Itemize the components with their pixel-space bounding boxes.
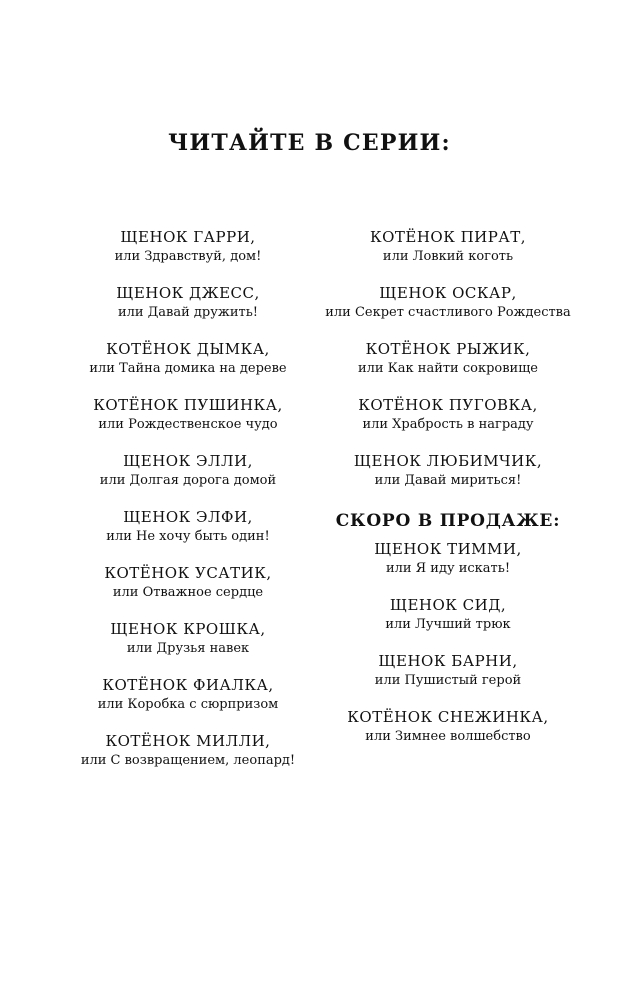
book-subtitle: или Как найти сокровище	[357, 361, 538, 376]
book-entry	[43, 564, 333, 602]
book-subtitle: или Коробка с сюрпризом	[97, 697, 279, 712]
book-title: КОТЁНОК РЫЖИК,	[365, 340, 531, 358]
book-entry	[43, 340, 333, 378]
book-entry	[303, 596, 593, 634]
book-entry	[303, 340, 593, 378]
book-subtitle: или Здравствуй, дом!	[114, 249, 262, 264]
book-subtitle: или Давай дружить!	[118, 305, 258, 320]
book-entry	[43, 676, 333, 714]
book-entry	[43, 732, 333, 770]
page-title: ЧИТАЙТЕ В СЕРИИ:	[168, 130, 451, 156]
book-title: КОТЁНОК ПИРАТ,	[369, 228, 526, 246]
book-title: КОТЁНОК ДЫМКА,	[106, 340, 270, 358]
book-title: ЩЕНОК ЭЛФИ,	[123, 508, 253, 526]
book-subtitle: или Давай мириться!	[374, 473, 522, 488]
book-entry	[303, 540, 593, 578]
book-subtitle: или Лучший трюк	[385, 617, 511, 632]
book-title: ЩЕНОК ТИММИ,	[374, 540, 522, 558]
book-subtitle: или Тайна домика на дереве	[89, 361, 287, 376]
book-subtitle: или Пушистый герой	[374, 673, 522, 688]
book-subtitle: или Зимнее волшебство	[365, 729, 531, 744]
book-subtitle: или Долгая дорога домой	[99, 473, 277, 488]
book-entry	[43, 396, 333, 434]
book-title: ЩЕНОК ГАРРИ,	[120, 228, 256, 246]
book-subtitle: или Ловкий коготь	[382, 249, 514, 264]
book-entry	[43, 284, 333, 322]
book-title: КОТЁНОК ПУШИНКА,	[93, 396, 283, 414]
book-entry	[303, 284, 593, 322]
book-subtitle: или Я иду искать!	[385, 561, 511, 576]
book-subtitle: или Отважное сердце	[112, 585, 264, 600]
book-title: ЩЕНОК ЭЛЛИ,	[123, 452, 253, 470]
book-subtitle: или Рождественское чудо	[98, 417, 278, 432]
book-title: КОТЁНОК ФИАЛКА,	[102, 676, 274, 694]
book-title: ЩЕНОК БАРНИ,	[378, 652, 518, 670]
book-entry	[43, 452, 333, 490]
book-title: ЩЕНОК ЛЮБИМЧИК,	[353, 452, 543, 470]
book-title: ЩЕНОК СИД,	[389, 596, 507, 614]
book-title: КОТЁНОК СНЕЖИНКА,	[347, 708, 549, 726]
book-title: КОТЁНОК МИЛЛИ,	[105, 732, 271, 750]
book-entry	[303, 452, 593, 490]
book-subtitle: или С возвращением, леопард!	[80, 753, 296, 768]
book-entry	[43, 228, 333, 266]
book-entry	[43, 620, 333, 658]
book-entry	[303, 396, 593, 434]
book-entry	[303, 652, 593, 690]
book-subtitle: или Храбрость в награду	[362, 417, 534, 432]
book-title: ЩЕНОК ОСКАР,	[379, 284, 517, 302]
series-list-right	[303, 228, 593, 764]
book-subtitle: или Не хочу быть один!	[106, 529, 270, 544]
book-title: КОТЁНОК УСАТИК,	[104, 564, 272, 582]
book-entry	[303, 228, 593, 266]
book-subtitle: или Друзья навек	[126, 641, 250, 656]
book-entry	[303, 708, 593, 746]
book-subtitle: или Секрет счастливого Рождества	[325, 305, 571, 320]
book-title: ЩЕНОК КРОШКА,	[110, 620, 266, 638]
book-title: КОТЁНОК ПУГОВКА,	[358, 396, 538, 414]
book-title: ЩЕНОК ДЖЕСС,	[116, 284, 260, 302]
coming-soon-heading: СКОРО В ПРОДАЖЕ:	[335, 511, 561, 531]
book-entry	[43, 508, 333, 546]
series-list-left	[43, 228, 333, 788]
